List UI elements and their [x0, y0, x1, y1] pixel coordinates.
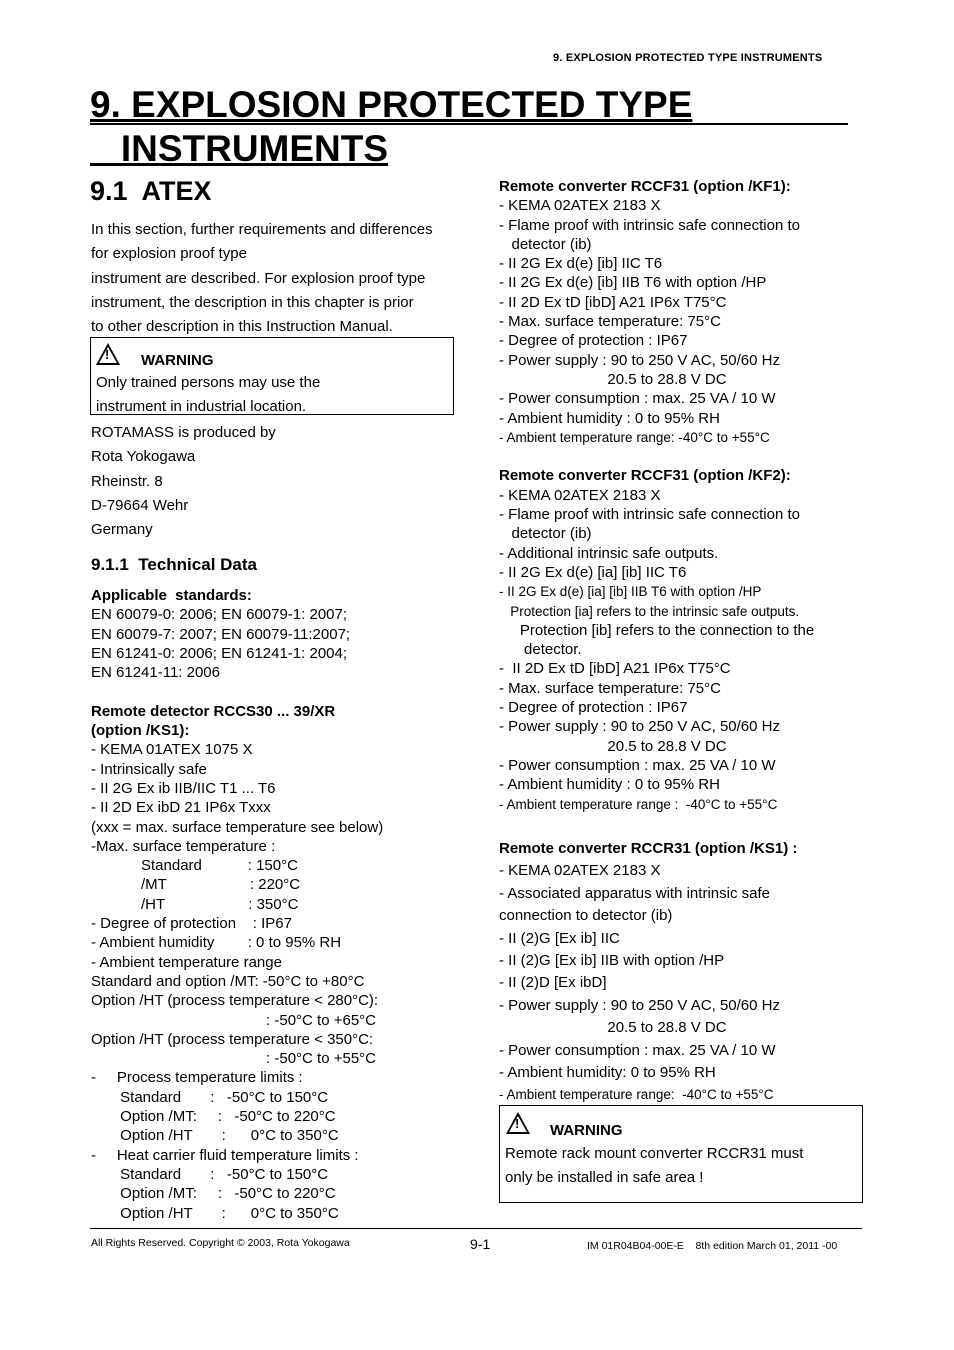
address-line: Rota Yokogawa [91, 448, 196, 466]
blank-line [91, 682, 383, 701]
text-line: - II 2G Ex d(e) [ia] [ib] IIC T6 [499, 563, 687, 581]
right-column-bottom [499, 838, 797, 1107]
text-line: EN 61241-0: 2006; EN 61241-1: 2004; [91, 644, 348, 662]
warning-text: instrument in industrial location. [96, 398, 307, 415]
converter-heading: Remote converter RCCR31 (option /KS1) : [499, 840, 798, 857]
text-line: - II 2G Ex d(e) [ia] [ib] IIB T6 with option /HP [499, 584, 762, 600]
text-line: - Power consumption : max. 25 VA / 10 W [499, 1041, 776, 1059]
warning-box [90, 337, 454, 415]
text-line: EN 60079-0: 2006; EN 60079-1: 2007; [91, 606, 348, 624]
subsection-title: 9.1.1 Technical Data [91, 555, 257, 574]
chapter-title-line1: 9. EXPLOSION PROTECTED TYPE [90, 84, 693, 125]
address-line: D-79664 Wehr [91, 496, 189, 514]
footer-rule [90, 1228, 862, 1229]
text-line: Option /HT : 0°C to 350°C [91, 1127, 339, 1145]
text-line: - Power supply : 90 to 250 V AC, 50/60 Hz [499, 996, 780, 1014]
warning-title: WARNING [141, 352, 214, 369]
text-line: - Ambient humidity : 0 to 95% RH [499, 409, 720, 427]
text-line: detector (ib) [499, 525, 592, 543]
text-line: - Intrinsically safe [91, 760, 207, 778]
address-line: Rheinstr. 8 [91, 472, 163, 490]
manufacturer-address [91, 421, 276, 542]
text-line: - Additional intrinsic safe outputs. [499, 544, 719, 562]
running-header: 9. EXPLOSION PROTECTED TYPE INSTRUMENTS [553, 52, 823, 64]
text-line: - Degree of protection : IP67 [91, 915, 292, 933]
text-line: - II (2)D [Ex ibD] [499, 974, 607, 992]
text-line: - Power consumption : max. 25 VA / 10 W [499, 390, 776, 408]
standards-heading: Applicable standards: [91, 587, 252, 604]
converter-heading: Remote converter RCCF31 (option /KF2): [499, 467, 791, 485]
text-line: - II 2G Ex d(e) [ib] IIC T6 [499, 255, 663, 273]
warning-text: only be installed in safe area ! [505, 1169, 704, 1186]
left-column [91, 586, 383, 1223]
chapter-title-rule [90, 123, 848, 125]
text-line: - Flame proof with intrinsic safe connection to [499, 506, 800, 524]
text-line: - Power consumption : max. 25 VA / 10 W [499, 756, 776, 774]
text-line: 20.5 to 28.8 V DC [499, 1019, 727, 1037]
blank-line [499, 447, 814, 466]
address-line: Germany [91, 521, 153, 539]
text-line: - KEMA 02ATEX 2183 X [499, 486, 661, 504]
text-line: Option /HT : 0°C to 350°C [91, 1204, 339, 1222]
address-line: ROTAMASS is produced by [91, 424, 276, 441]
text-line: - Ambient humidity: 0 to 95% RH [499, 1064, 716, 1082]
text-line: - II (2)G [Ex ib] IIC [499, 929, 620, 947]
text-line: Option /MT: : -50°C to 220°C [91, 1185, 336, 1203]
text-line: - II 2D Ex tD [ibD] A21 IP6x T75°C [499, 660, 731, 678]
warning-icon: ! [96, 343, 120, 365]
text-line: : -50°C to +65°C [91, 1011, 376, 1029]
text-line: Option /HT (process temperature < 350°C: [91, 1030, 374, 1048]
warning-text: Remote rack mount converter RCCR31 must [505, 1145, 804, 1162]
text-line: EN 61241-11: 2006 [91, 664, 220, 682]
warning-title: WARNING [550, 1122, 623, 1139]
text-line: - Power supply : 90 to 250 V AC, 50/60 Hz [499, 718, 780, 736]
intro-line: instrument, the description in this chapter is prior [91, 293, 414, 311]
text-line: - Ambient temperature range : -40°C to +55°C [499, 796, 778, 812]
warning-box [499, 1105, 863, 1203]
text-line: - Ambient humidity : 0 to 95% RH [499, 776, 720, 794]
text-line: 20.5 to 28.8 V DC [499, 370, 727, 388]
text-line: - Ambient temperature range [91, 953, 282, 971]
text-line: Option /HT (process temperature < 280°C): [91, 992, 379, 1010]
text-line: 20.5 to 28.8 V DC [499, 737, 727, 755]
text-line: Standard and option /MT: -50°C to +80°C [91, 972, 365, 990]
text-line: - Ambient temperature range: -40°C to +55°C [499, 429, 770, 445]
text-line: (xxx = max. surface temperature see below) [91, 818, 384, 836]
text-line: detector (ib) [499, 235, 592, 253]
warning-icon: ! [506, 1112, 530, 1134]
text-line: - Ambient humidity : 0 to 95% RH [91, 934, 342, 952]
text-line: - Degree of protection : IP67 [499, 332, 688, 350]
text-line: - KEMA 02ATEX 2183 X [499, 197, 661, 215]
text-line: Protection [ia] refers to the intrinsic safe outputs. [499, 603, 800, 619]
text-line: - Heat carrier fluid temperature limits : [91, 1146, 359, 1164]
text-line: - KEMA 01ATEX 1075 X [91, 741, 253, 759]
text-line: /HT : 350°C [91, 895, 299, 913]
text-line: - KEMA 02ATEX 2183 X [499, 862, 661, 880]
footer-copyright: All Rights Reserved. Copyright © 2003, Rota Yokogawa [91, 1237, 350, 1249]
intro-line: for explosion proof type [91, 245, 247, 263]
intro-line: instrument are described. For explosion proof type [91, 269, 426, 287]
right-column-top [499, 177, 814, 814]
text-line: - Ambient temperature range: -40°C to +55°C [499, 1087, 774, 1103]
text-line: - II 2D Ex tD [ibD] A21 IP6x T75°C [499, 293, 727, 311]
text-line: connection to detector (ib) [499, 907, 673, 925]
text-line: - Flame proof with intrinsic safe connection to [499, 216, 800, 234]
intro-line: to other description in this Instruction Manual. [91, 318, 393, 336]
intro-line: In this section, further requirements and differences [91, 221, 433, 238]
section-title: 9.1 ATEX [90, 176, 212, 206]
page-number: 9-1 [470, 1236, 491, 1252]
text-line: - Associated apparatus with intrinsic safe [499, 884, 770, 902]
text-line: /MT : 220°C [91, 876, 301, 894]
text-line: EN 60079-7: 2007; EN 60079-11:2007; [91, 625, 351, 643]
text-line: - Max. surface temperature: 75°C [499, 313, 721, 331]
text-line: detector. [499, 641, 582, 659]
converter-heading: Remote converter RCCF31 (option /KF1): [499, 178, 791, 195]
text-line: -Max. surface temperature : [91, 837, 276, 855]
text-line: : -50°C to +55°C [91, 1050, 376, 1068]
detector-heading: Remote detector RCCS30 ... 39/XR [91, 702, 336, 720]
text-line: - II 2G Ex ib IIB/IIC T1 ... T6 [91, 779, 276, 797]
text-line: - II 2D Ex ibD 21 IP6x Txxx [91, 799, 271, 817]
text-line: - Process temperature limits : [91, 1069, 303, 1087]
text-line: - II 2G Ex d(e) [ib] IIB T6 with option /HP [499, 274, 767, 292]
chapter-title-line2: INSTRUMENTS [90, 128, 389, 169]
text-line: - Degree of protection : IP67 [499, 699, 688, 717]
text-line: - Max. surface temperature: 75°C [499, 679, 721, 697]
detector-heading: (option /KS1): [91, 722, 190, 740]
document-id: IM 01R04B04-00E-E 8th edition March 01, 2011 -00 [587, 1240, 838, 1252]
intro-paragraph [91, 218, 433, 339]
text-line: Protection [ib] refers to the connection to the [499, 621, 815, 639]
text-line: Standard : -50°C to 150°C [91, 1165, 329, 1183]
warning-text: Only trained persons may use the [96, 374, 321, 391]
text-line: Standard : -50°C to 150°C [91, 1088, 329, 1106]
text-line: Standard : 150°C [91, 857, 298, 875]
text-line: Option /MT: : -50°C to 220°C [91, 1108, 336, 1126]
text-line: - II (2)G [Ex ib] IIB with option /HP [499, 952, 725, 970]
text-line: - Power supply : 90 to 250 V AC, 50/60 Hz [499, 351, 780, 369]
